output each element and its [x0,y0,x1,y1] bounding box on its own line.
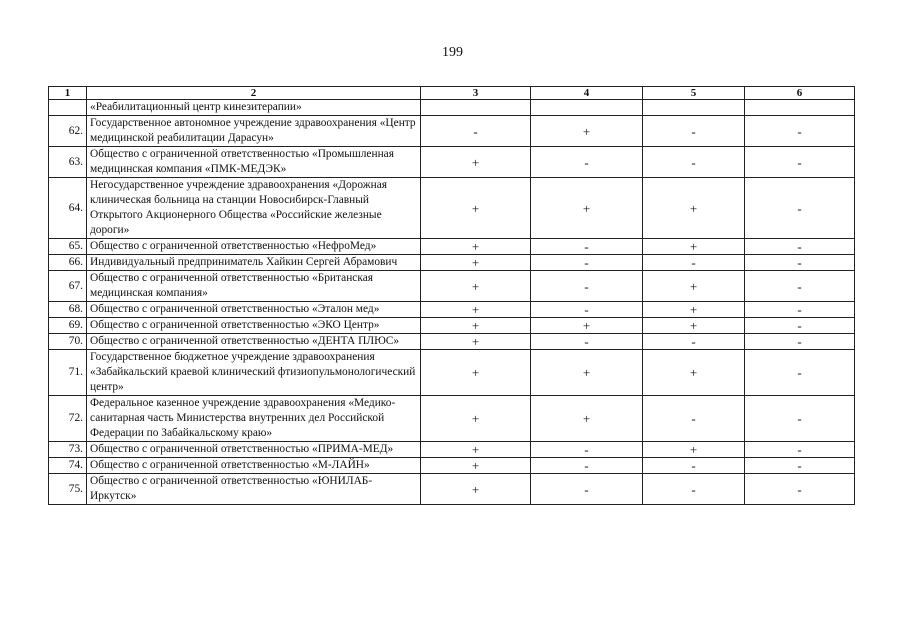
col-5-mark-cell: - [643,474,745,505]
table-row [49,396,855,442]
col-3-mark-cell: + [421,442,531,458]
table-row [49,239,855,255]
row-number-cell [49,100,87,116]
col-6-mark-cell: - [745,318,855,334]
organization-name-cell: Негосударственное учреждение здравоохранения «Дорожная клиническая больница на станции Новосибирск-Главный Открытого Акционерного Общества «Российские железные дороги» [87,178,421,239]
col-5-mark-cell: + [643,302,745,318]
organization-name-cell: Федеральное казенное учреждение здравоохранения «Медико-санитарная часть Министерства внутренних дел Российской Федерации по Забайкальскому краю» [87,396,421,442]
organization-name-cell: Общество с ограниченной ответственностью «ДЕНТА ПЛЮС» [87,334,421,350]
col-3-mark-cell: + [421,178,531,239]
col-6-mark-cell: - [745,458,855,474]
col-4-mark-cell [531,100,643,116]
col-4-mark-cell: - [531,442,643,458]
row-number-cell: 64. [49,178,87,239]
row-number-cell: 75. [49,474,87,505]
row-number-cell: 74. [49,458,87,474]
organization-name-cell: Общество с ограниченной ответственностью «Эталон мед» [87,302,421,318]
col-5-mark-cell: + [643,178,745,239]
table-header-row [49,87,855,100]
organization-name-cell: Государственное бюджетное учреждение здравоохранения «Забайкальский краевой клинический фтизиопульмонологический центр» [87,350,421,396]
col-3-mark-cell: + [421,458,531,474]
col-6-mark-cell: - [745,474,855,505]
organization-name-cell: Общество с ограниченной ответственностью «М-ЛАЙН» [87,458,421,474]
row-number-cell: 73. [49,442,87,458]
header-col-5: 5 [643,87,745,100]
col-5-mark-cell: - [643,147,745,178]
row-number-cell: 66. [49,255,87,271]
table-body [49,100,855,505]
col-5-mark-cell: - [643,334,745,350]
page-number: 199 [442,45,463,60]
row-number-cell: 71. [49,350,87,396]
header-col-3: 3 [421,87,531,100]
col-3-mark-cell: + [421,318,531,334]
table-row [49,116,855,147]
organization-name-cell: Общество с ограниченной ответственностью «НефроМед» [87,239,421,255]
table-row [49,350,855,396]
col-5-mark-cell: - [643,116,745,147]
col-3-mark-cell: + [421,271,531,302]
col-5-mark-cell: - [643,255,745,271]
col-3-mark-cell: + [421,147,531,178]
col-5-mark-cell: + [643,271,745,302]
table-row [49,334,855,350]
table-row [49,100,855,116]
col-4-mark-cell: - [531,302,643,318]
col-3-mark-cell: + [421,350,531,396]
table-row [49,442,855,458]
table-row [49,147,855,178]
col-6-mark-cell: - [745,350,855,396]
organization-name-cell: Общество с ограниченной ответственностью «ПРИМА-МЕД» [87,442,421,458]
col-5-mark-cell: + [643,442,745,458]
col-4-mark-cell: - [531,334,643,350]
organization-name-cell: Общество с ограниченной ответственностью «ЮНИЛАБ-Иркутск» [87,474,421,505]
col-4-mark-cell: - [531,255,643,271]
col-3-mark-cell [421,100,531,116]
organization-name-cell: Индивидуальный предприниматель Хайкин Сергей Абрамович [87,255,421,271]
col-6-mark-cell: - [745,239,855,255]
table-row [49,302,855,318]
col-4-mark-cell: + [531,318,643,334]
col-5-mark-cell [643,100,745,116]
organization-name-cell: Государственное автономное учреждение здравоохранения «Центр медицинской реабилитации Дарасун» [87,116,421,147]
col-6-mark-cell: - [745,116,855,147]
col-5-mark-cell: + [643,318,745,334]
col-6-mark-cell: - [745,442,855,458]
row-number-cell: 67. [49,271,87,302]
col-6-mark-cell: - [745,396,855,442]
table-row [49,271,855,302]
table-row [49,458,855,474]
col-3-mark-cell: + [421,396,531,442]
row-number-cell: 72. [49,396,87,442]
row-number-cell: 65. [49,239,87,255]
col-4-mark-cell: - [531,271,643,302]
row-number-cell: 69. [49,318,87,334]
header-col-6: 6 [745,87,855,100]
col-4-mark-cell: - [531,458,643,474]
table-row [49,255,855,271]
organization-name-cell: Общество с ограниченной ответственностью «Промышленная медицинская компания «ПМК-МЕДЭК» [87,147,421,178]
col-4-mark-cell: + [531,178,643,239]
col-4-mark-cell: + [531,396,643,442]
col-3-mark-cell: + [421,334,531,350]
organizations-table [48,86,855,505]
header-col-4: 4 [531,87,643,100]
col-3-mark-cell: + [421,474,531,505]
header-col-1: 1 [49,87,87,100]
col-5-mark-cell: + [643,239,745,255]
col-5-mark-cell: - [643,458,745,474]
col-6-mark-cell: - [745,302,855,318]
col-6-mark-cell [745,100,855,116]
col-3-mark-cell: + [421,255,531,271]
col-6-mark-cell: - [745,255,855,271]
col-4-mark-cell: + [531,350,643,396]
table-row [49,474,855,505]
organization-name-cell: «Реабилитационный центр кинезитерапии» [87,100,421,116]
organization-name-cell: Общество с ограниченной ответственностью «Британская медицинская компания» [87,271,421,302]
table-row [49,178,855,239]
row-number-cell: 62. [49,116,87,147]
col-3-mark-cell: + [421,302,531,318]
row-number-cell: 68. [49,302,87,318]
col-6-mark-cell: - [745,178,855,239]
col-4-mark-cell: - [531,474,643,505]
organization-name-cell: Общество с ограниченной ответственностью «ЭКО Центр» [87,318,421,334]
row-number-cell: 63. [49,147,87,178]
row-number-cell: 70. [49,334,87,350]
col-3-mark-cell: - [421,116,531,147]
col-4-mark-cell: + [531,116,643,147]
col-6-mark-cell: - [745,334,855,350]
table-row [49,318,855,334]
col-5-mark-cell: - [643,396,745,442]
col-6-mark-cell: - [745,271,855,302]
header-col-2: 2 [87,87,421,100]
col-5-mark-cell: + [643,350,745,396]
col-3-mark-cell: + [421,239,531,255]
col-4-mark-cell: - [531,147,643,178]
col-4-mark-cell: - [531,239,643,255]
col-6-mark-cell: - [745,147,855,178]
